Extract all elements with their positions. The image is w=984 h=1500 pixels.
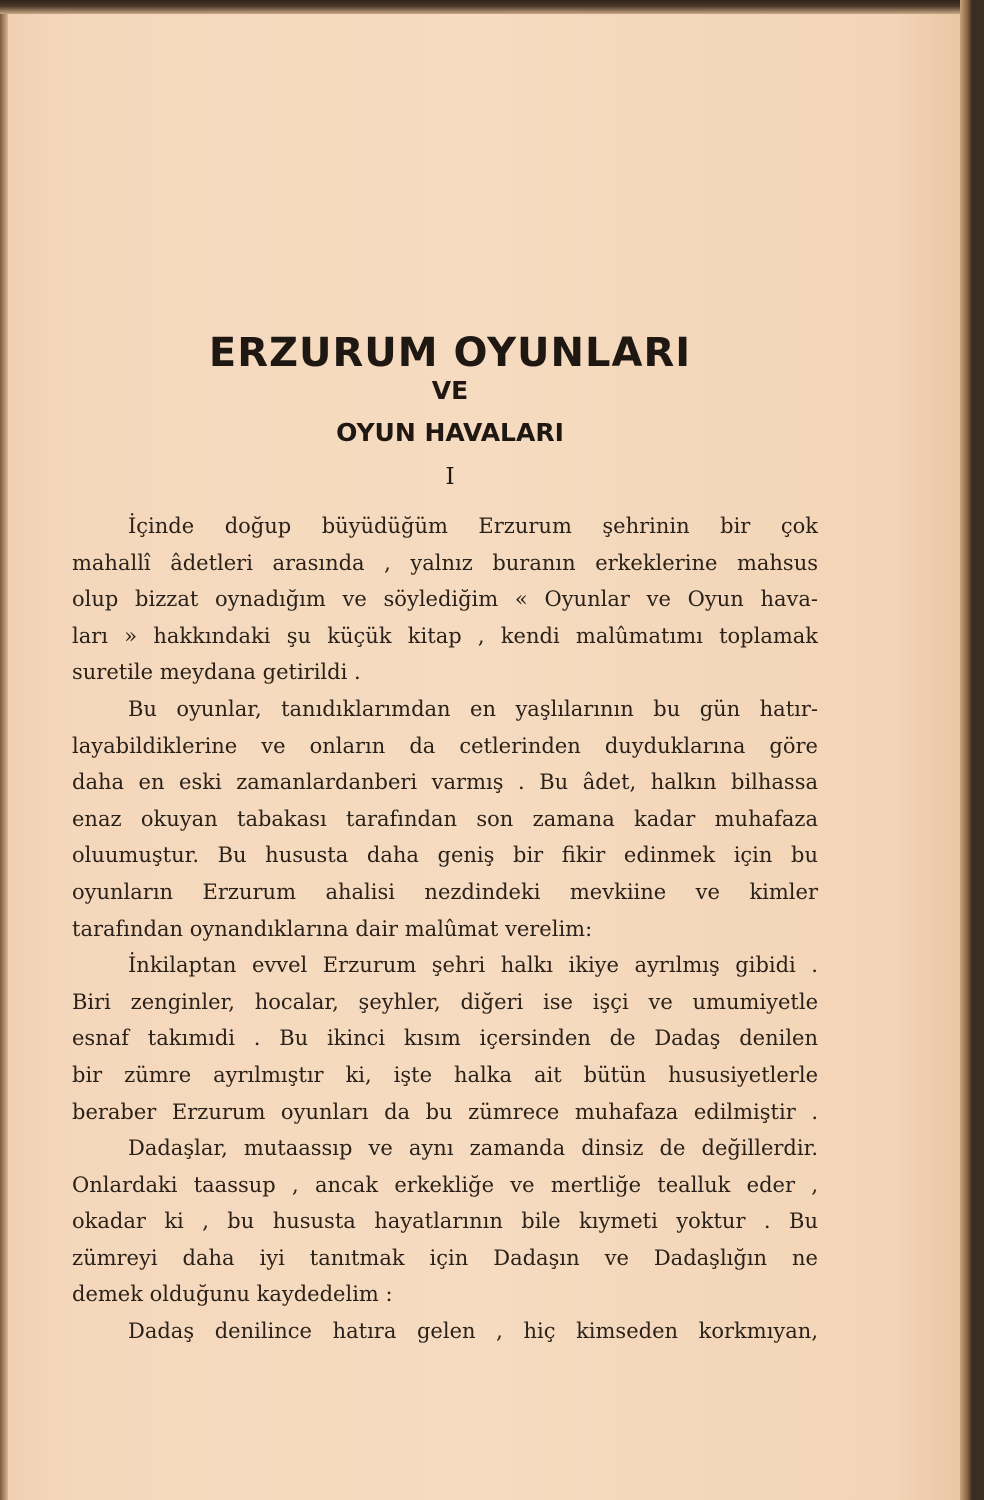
text-line: demek olduğunu kaydedelim : <box>72 1282 393 1307</box>
text-line: Onlardaki taassup , ancak erkekliğe ve mertliğe tealluk eder , <box>72 1172 818 1197</box>
page-right-edge <box>960 0 972 1500</box>
page-left-edge <box>0 0 8 1500</box>
text-line: oluumuştur. Bu hususta daha geniş bir fikir edinmek için bu <box>72 843 818 868</box>
text-line: Bu oyunlar, tanıdıklarımdan en yaşlılarının bu gün hatır- <box>128 696 818 721</box>
text-line: Biri zenginler, hocalar, şeyhler, diğeri ise işçi ve umumiyetle <box>72 989 818 1014</box>
text-line: esnaf takımıdi . Bu ikinci kısım içersinden de Dadaş denilen <box>72 1026 818 1051</box>
text-line: bir zümre ayrılmıştır ki, işte halka ait bütün hususiyetlerle <box>72 1062 818 1087</box>
text-line: mahallî âdetleri arasında , yalnız buranın erkeklerine mahsus <box>72 550 818 575</box>
page-title: ERZURUM OYUNLARI <box>208 330 692 376</box>
text-line: suretile meydana getirildi . <box>72 660 361 685</box>
text-line: zümreyi daha iyi tanıtmak için Dadaşın ve Dadaşlığın ne <box>72 1245 818 1270</box>
text-line: beraber Erzurum oyunları da bu zümrece muhafaza edilmiştir . <box>72 1099 818 1124</box>
title-conjunction: VE <box>431 376 469 405</box>
text-line: daha en eski zamanlardanberi varmış . Bu âdet, halkın bilhassa <box>72 770 818 795</box>
text-line: layabildiklerine ve onların da cetlerinden duyduklarına göre <box>72 733 818 758</box>
text-line: İnkilaptan evvel Erzurum şehri halkı ikiye ayrılmış gibidi . <box>128 953 818 978</box>
body-text <box>72 508 818 1350</box>
text-line: İçinde doğup büyüdüğüm Erzurum şehrinin bir çok <box>128 514 818 538</box>
text-line: olup bizzat oynadığım ve söylediğim « Oyunlar ve Oyun hava- <box>72 587 818 612</box>
text-line: Dadaşlar, mutaassıp ve aynı zamanda dinsiz de değillerdir. <box>128 1136 818 1161</box>
text-line: enaz okuyan tabakası tarafından son zamana kadar muhafaza <box>72 806 818 831</box>
text-line: tarafından oynandıklarına dair malûmat verelim: <box>72 916 593 941</box>
section-number: I <box>445 464 455 490</box>
text-line: ları » hakkındaki şu küçük kitap , kendi malûmatımı toplamak <box>72 623 818 648</box>
page-top-edge <box>0 0 972 14</box>
text-line: oyunların Erzurum ahalisi nezdindeki mevkiine ve kimler <box>72 879 818 904</box>
text-line: okadar ki , bu hususta hayatlarının bile kıymeti yoktur . Bu <box>72 1209 818 1234</box>
text-line: Dadaş denilince hatıra gelen , hiç kimseden korkmıyan, <box>128 1319 818 1344</box>
page-subtitle: OYUN HAVALARI <box>336 418 564 447</box>
